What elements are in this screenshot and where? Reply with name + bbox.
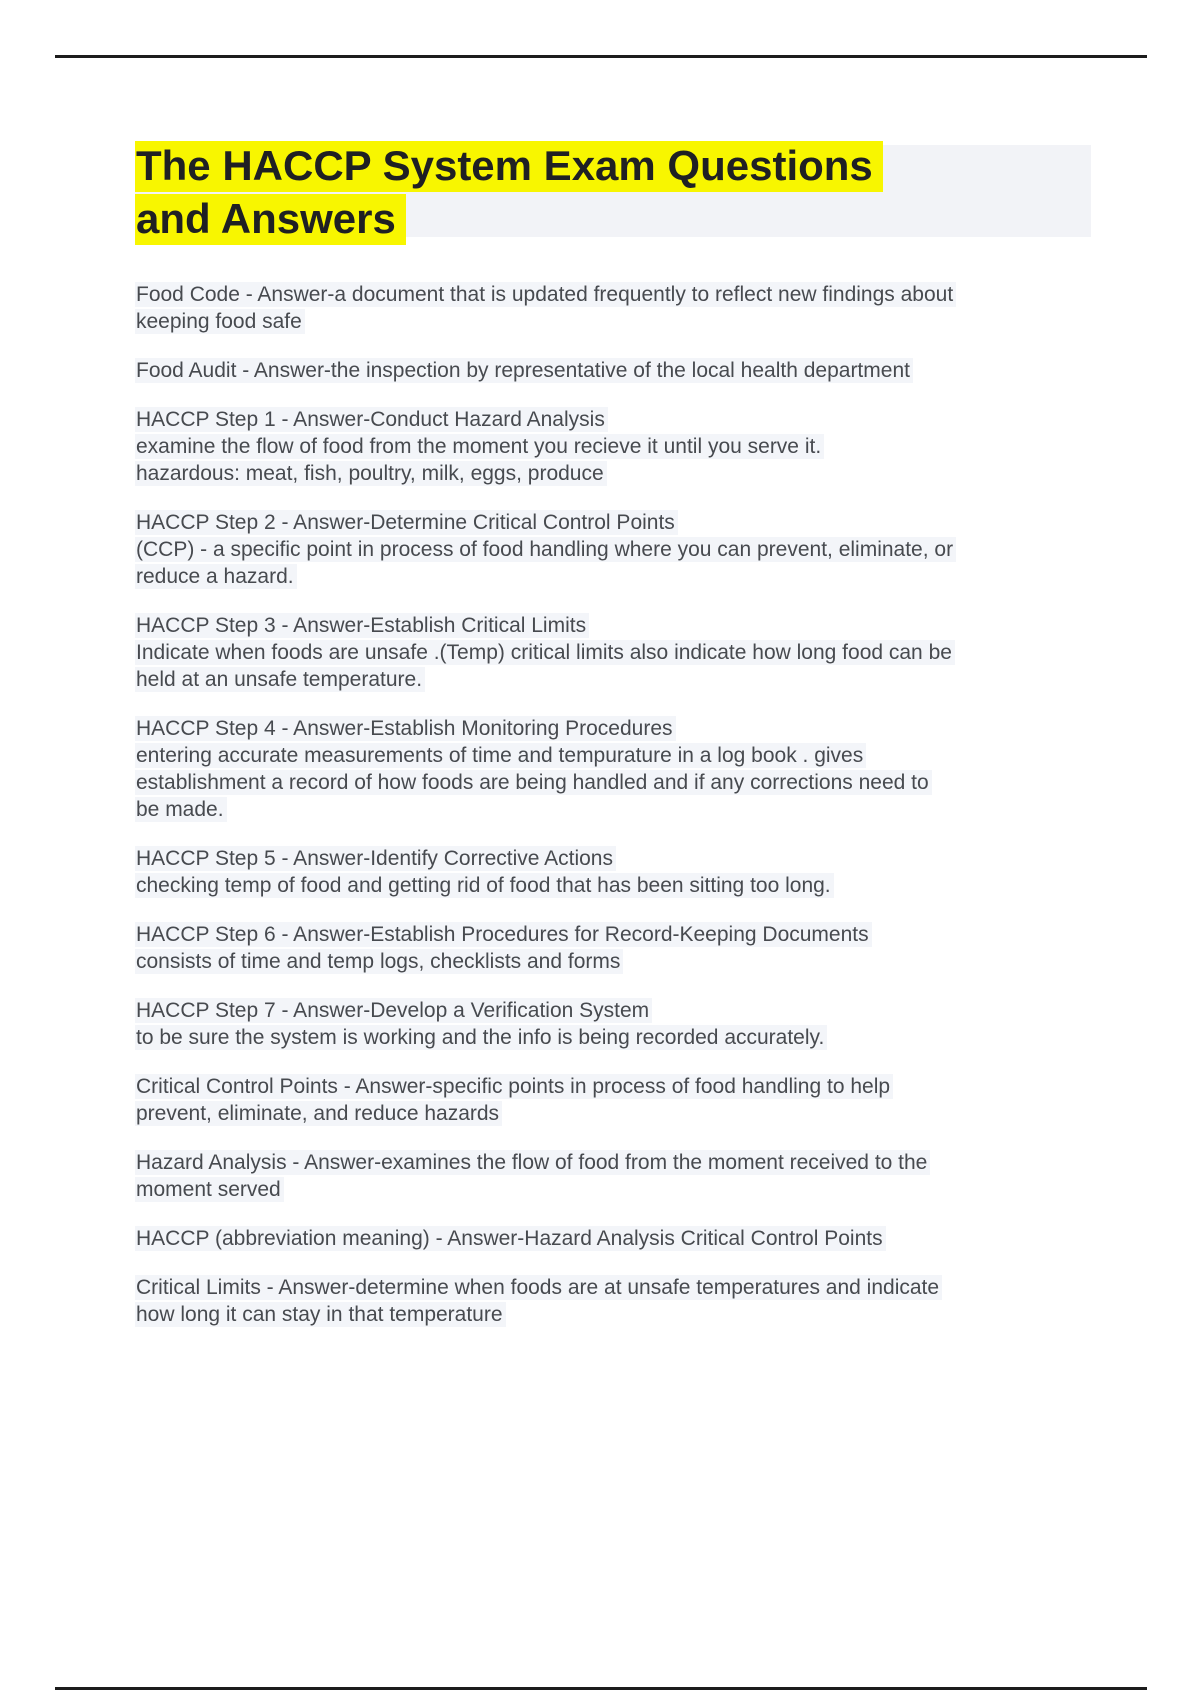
qa-line: HACCP Step 1 - Answer-Conduct Hazard Analysis (135, 406, 1095, 433)
qa-line: how long it can stay in that temperature (135, 1301, 1095, 1328)
qa-list (135, 281, 1095, 1328)
qa-item (135, 845, 1095, 899)
qa-line: Food Audit - Answer-the inspection by representative of the local health department (135, 357, 1095, 384)
qa-line: Hazard Analysis - Answer-examines the flow of food from the moment received to the (135, 1149, 1095, 1176)
bottom-rule (55, 1687, 1147, 1690)
qa-item (135, 1073, 1095, 1127)
title-line-2 (135, 192, 1091, 245)
qa-line: HACCP Step 2 - Answer-Determine Critical Control Points (135, 509, 1095, 536)
qa-line: establishment a record of how foods are being handled and if any corrections need to (135, 769, 1095, 796)
qa-item (135, 281, 1095, 335)
qa-line: HACCP Step 3 - Answer-Establish Critical Limits (135, 612, 1095, 639)
qa-item (135, 1149, 1095, 1203)
title-highlight-2: and Answers (135, 194, 406, 245)
qa-line: HACCP Step 5 - Answer-Identify Corrective Actions (135, 845, 1095, 872)
qa-line: prevent, eliminate, and reduce hazards (135, 1100, 1095, 1127)
qa-line: Critical Control Points - Answer-specific points in process of food handling to help (135, 1073, 1095, 1100)
page-content (135, 139, 1095, 1350)
document-title (135, 139, 1091, 245)
qa-line: checking temp of food and getting rid of food that has been sitting too long. (135, 872, 1095, 899)
qa-line: reduce a hazard. (135, 563, 1095, 590)
qa-item (135, 715, 1095, 823)
qa-item (135, 1274, 1095, 1328)
qa-line: Indicate when foods are unsafe .(Temp) critical limits also indicate how long food can be (135, 639, 1095, 666)
qa-line: consists of time and temp logs, checklists and forms (135, 948, 1095, 975)
qa-line: (CCP) - a specific point in process of food handling where you can prevent, eliminate, or (135, 536, 1095, 563)
qa-item (135, 406, 1095, 487)
qa-line: HACCP Step 6 - Answer-Establish Procedures for Record-Keeping Documents (135, 921, 1095, 948)
qa-item (135, 921, 1095, 975)
title-line-1 (135, 139, 1091, 192)
qa-item (135, 357, 1095, 384)
qa-line: Food Code - Answer-a document that is updated frequently to reflect new findings about (135, 281, 1095, 308)
qa-line: Critical Limits - Answer-determine when foods are at unsafe temperatures and indicate (135, 1274, 1095, 1301)
qa-item (135, 509, 1095, 590)
qa-line: entering accurate measurements of time and tempurature in a log book . gives (135, 742, 1095, 769)
qa-item (135, 1225, 1095, 1252)
qa-item (135, 612, 1095, 693)
qa-line: HACCP Step 4 - Answer-Establish Monitoring Procedures (135, 715, 1095, 742)
qa-line: hazardous: meat, fish, poultry, milk, eggs, produce (135, 460, 1095, 487)
title-highlight-1: The HACCP System Exam Questions (135, 141, 883, 192)
qa-line: keeping food safe (135, 308, 1095, 335)
qa-line: be made. (135, 796, 1095, 823)
qa-line: HACCP Step 7 - Answer-Develop a Verification System (135, 997, 1095, 1024)
qa-line: examine the flow of food from the moment you recieve it until you serve it. (135, 433, 1095, 460)
qa-line: held at an unsafe temperature. (135, 666, 1095, 693)
qa-line: moment served (135, 1176, 1095, 1203)
qa-line: HACCP (abbreviation meaning) - Answer-Hazard Analysis Critical Control Points (135, 1225, 1095, 1252)
top-rule (55, 55, 1147, 58)
qa-item (135, 997, 1095, 1051)
qa-line: to be sure the system is working and the info is being recorded accurately. (135, 1024, 1095, 1051)
